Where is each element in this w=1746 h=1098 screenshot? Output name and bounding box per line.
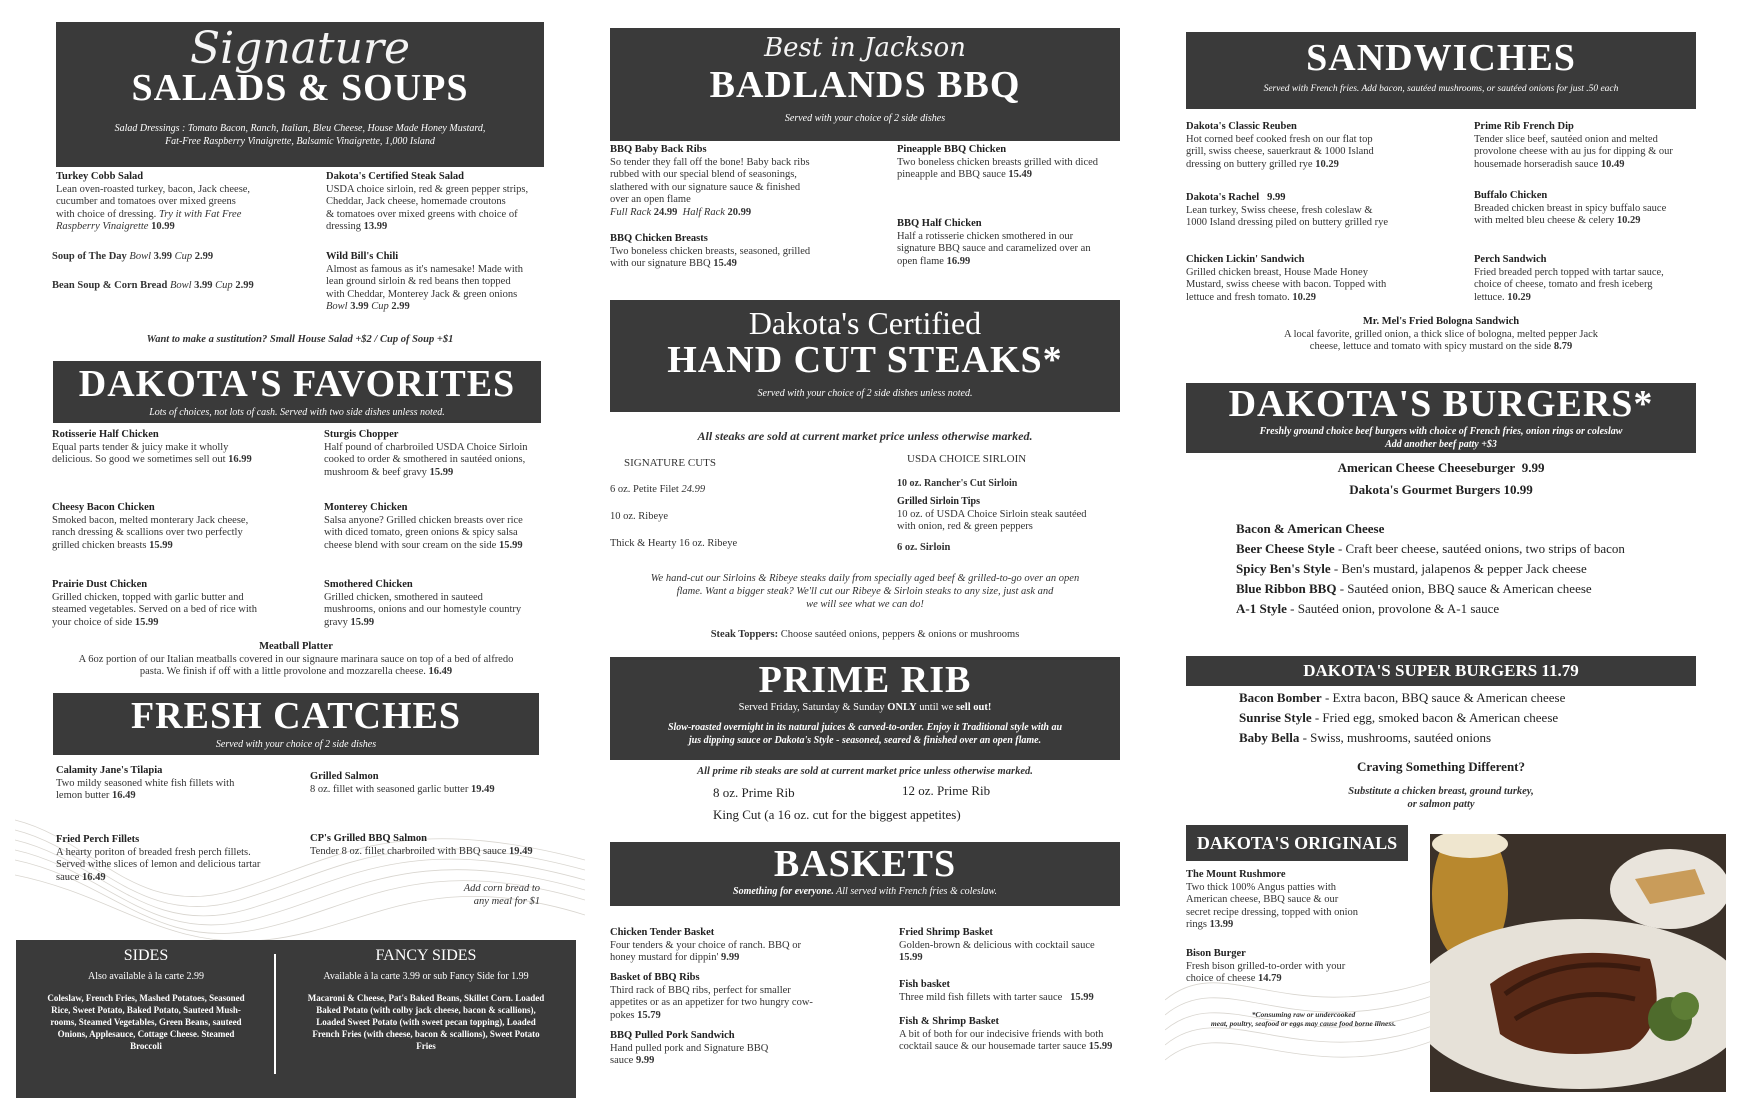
favorites-title: DAKOTA'S FAVORITES (78, 363, 516, 405)
substitution-note: Want to make a sustitution? Small House Salad +$2 / Cup of Soup +$1 (146, 334, 454, 345)
salad-dressings-text: Salad Dressings : Tomato Bacon, Ranch, Italian, Bleu Cheese, House Made Honey Mustard, (114, 123, 486, 134)
fish-basket: Fish basket Three mild fish fillets with tarter sauce 15.99 (899, 979, 1094, 1003)
bbq-pulled-pork-sandwich: BBQ Pulled Pork Sandwich Hand pulled pork and Signature BBQ sauce 9.99 (610, 1030, 769, 1067)
burger-option: Spicy Ben's Style - Ben's mustard, jalapenos & pepper Jack cheese (1236, 561, 1587, 576)
bbq-baby-back-ribs: BBQ Baby Back Ribs So tender they fall off the bone! Baby back ribs rubbed with our special blend of seasonings, slathered with our signature sauce & finished over an open flame Full Rack 24.99 Half Rack 20.99 (610, 144, 810, 218)
sides-panel (16, 940, 576, 1098)
baskets-subtitle: Something for everyone. All served with French fries & coleslaw. (733, 886, 997, 897)
burger-option: Beer Cheese Style - Craft beer cheese, sautéed onions, two strips of bacon (1236, 541, 1625, 556)
hand-cut-note: We hand-cut our Sirloins & Ribeye steaks daily from specially aged beef & grilled-to-go over an open flame. Want a bigger steak? We'll cut our Ribeye & Sirloin steaks to any size, just ask and we will see what we can do! (650, 573, 1080, 610)
ribs-food-photo (1430, 834, 1726, 1092)
corn-bread-note: Add corn bread to any meal for $1 (463, 883, 540, 907)
chicken-tender-basket: Chicken Tender Basket Four tenders & your choice of ranch. BBQ or honey mustard for dippin' 9.99 (610, 927, 801, 964)
wild-bills-chili: Wild Bill's Chili Almost as famous as it's namesake! Made with lean ground sirloin & red beans then topped with Cheddar, Monterey Jack & green onions Bowl 3.99 Cup 2.99 (326, 251, 523, 313)
cps-grilled-bbq-salmon: CP's Grilled BBQ Salmon Tender 8 oz. fillet charbroiled with BBQ sauce 19.49 (310, 833, 533, 857)
super-burger-option: Baby Bella - Swiss, mushrooms, sautéed onions (1239, 730, 1492, 745)
sandwiches-title: SANDWICHES (1306, 37, 1576, 79)
favorites-banner (53, 361, 541, 423)
soup-of-the-day: Soup of The Day Bowl 3.99 Cup 2.99 (52, 251, 214, 262)
signature-script-title: Signature (189, 23, 411, 74)
bbq-chicken-breasts: BBQ Chicken Breasts Two boneless chicken breasts, seasoned, grilled with our signature BBQ 15.49 (610, 233, 811, 270)
fancy-sides-subtitle: Available à la carte 3.99 or sub Fancy Side for 1.99 (323, 971, 529, 982)
burgers-subtitle: Freshly ground choice beef burgers with choice of French fries, onion rings or coleslaw (1259, 426, 1623, 437)
fresh-catches-banner (53, 693, 539, 755)
ribeye-10oz: 10 oz. Ribeye (610, 511, 669, 522)
favorites-subtitle: Lots of choices, not lots of cash. Served with two side dishes unless noted. (149, 407, 445, 418)
perch-sandwich: Perch Sandwich Fried breaded perch topped with tartar sauce, choice of cheese, tomato and fresh iceberg lettuce. 10.29 (1474, 254, 1664, 303)
king-cut: King Cut (a 16 oz. cut for the biggest appetites) (713, 807, 961, 822)
rotisserie-half-chicken: Rotisserie Half Chicken Equal parts tender & juicy make it wholly delicious. So good we sometimes sell out 16.99 (52, 429, 252, 466)
fancy-sides-column: FANCY SIDES Available à la carte 3.99 or sub Fancy Side for 1.99 Macaroni & Cheese, Pat's Baked Beans, Skillet Corn. Loaded Baked Potato (with colby jack cheese, bacon & scallions), Loaded Sweet Potato (with sweet pecan topping), Loaded French Fries (with cheese, bacon & scallions), Sweet Potato Fries (286, 946, 566, 1052)
fried-shrimp-basket: Fried Shrimp Basket Golden-brown & delicious with cocktail sauce 15.99 (899, 927, 1095, 964)
thick-hearty-ribeye: Thick & Hearty 16 oz. Ribeye (610, 538, 738, 549)
petite-filet: 6 oz. Petite Filet 24.99 (610, 484, 706, 495)
sides-divider (274, 954, 276, 1074)
badlands-bbq-title: BADLANDS BBQ (709, 64, 1021, 106)
prime-rib-availability: Served Friday, Saturday & Sunday ONLY until we sell out! (738, 702, 992, 713)
signature-cuts-heading: SIGNATURE CUTS (624, 457, 716, 469)
chicken-lickin-sandwich: Chicken Lickin' Sandwich Grilled chicken breast, House Made Honey Mustard, swiss cheese with bacon. Topped with lettuce and fresh tomato. 10.29 (1186, 254, 1387, 303)
pineapple-bbq-chicken: Pineapple BBQ Chicken Two boneless chicken breasts grilled with diced pineapple and BBQ sauce 15.49 (897, 144, 1099, 181)
substitute-note: Substitute a chicken breast, ground turkey, or salmon patty (1348, 786, 1534, 810)
prime-rib-8oz: 8 oz. Prime Rib (713, 785, 795, 800)
badlands-bbq-subtitle: Served with your choice of 2 side dishes (784, 113, 946, 124)
bbq-half-chicken: BBQ Half Chicken Half a rotisserie chicken smothered in our signature BBQ sauce and caramelized over an open flame 16.99 (897, 218, 1091, 267)
fresh-catches-title: FRESH CATCHES (130, 695, 462, 737)
prairie-dust-chicken: Prairie Dust Chicken Grilled chicken, topped with garlic butter and steamed vegetables. Served on a bed of rice with your choice of side 15.99 (52, 579, 257, 628)
ranchers-cut-sirloin: 10 oz. Rancher's Cut Sirloin (897, 478, 1018, 489)
signature-salads-banner (56, 22, 544, 167)
craving-heading: Craving Something Different? (1356, 759, 1526, 774)
usda-choice-sirloin-heading: USDA CHOICE SIRLOIN (907, 453, 1027, 465)
best-in-jackson-script: Best in Jackson (764, 33, 966, 63)
hand-cut-steaks-banner (610, 300, 1120, 412)
fresh-catches-subtitle: Served with your choice of 2 side dishes (215, 739, 377, 750)
smothered-chicken: Smothered Chicken Grilled chicken, smothered in sauteed mushrooms, onions and our homestyle country gravy 15.99 (324, 579, 522, 628)
steaks-title-2: HAND CUT STEAKS* (667, 339, 1063, 381)
sides-column: SIDES Also available à la carte 2.99 Coleslaw, French Fries, Mashed Potatoes, Seasoned Rice, Sweet Potato, Baked Potato, Sauteed Mush- rooms, Steamed Vegetables, Green Beans, sauteed Onions, Applesauce, Cottage Cheese. Steamed Broccoli (26, 946, 266, 1052)
burger-option: A-1 Style - Sautéed onion, provolone & A-1 sauce (1236, 601, 1500, 616)
prime-rib-french-dip: Prime Rib French Dip Tender slice beef, sautéed onion and melted provolone cheese with au jus for dipping & our housemade horseradish sauce 10.49 (1474, 121, 1673, 170)
fried-bologna-sandwich: Mr. Mel's Fried Bologna Sandwich A local favorite, grilled onion, a thick slice of bologna, melted pepper Jack cheese, lettuce and tomato with spicy mustard on the side 8.79 (1283, 316, 1599, 353)
steak-toppers: Steak Toppers: Choose sautéed onions, peppers & onions or mushrooms (710, 629, 1020, 640)
originals-banner: DAKOTA'S ORIGINALS (1186, 825, 1408, 861)
burgers-banner (1186, 383, 1696, 453)
dakotas-rachel: Dakota's Rachel 9.99 Lean turkey, Swiss cheese, fresh coleslaw & 1000 Island dressing piled on buttery grilled rye (1186, 192, 1389, 229)
sides-subtitle: Also available à la carte 2.99 (87, 971, 205, 982)
sandwiches-subtitle: Served with French fries. Add bacon, sautéed mushrooms, or sautéed onions for just .50 each (1263, 84, 1619, 94)
mount-rushmore-burger: The Mount Rushmore Two thick 100% Angus patties with American cheese, BBQ sauce & our secret recipe dressing, topped with onion rings 13.99 (1186, 869, 1359, 931)
super-burger-option: Bacon Bomber - Extra bacon, BBQ sauce & American cheese (1239, 690, 1566, 705)
buffalo-chicken: Buffalo Chicken Breaded chicken breast in spicy buffalo sauce with melted bleu cheese & celery 10.29 (1474, 190, 1667, 227)
prime-rib-banner: PRIME RIB Served Friday, Saturday & Sunday ONLY until we sell out! Slow-roasted overnight in its natural juices & carved-to-order. Enjoy it Traditional style with au jus dipping sauce or Dakota's Style - seasoned, seared & finished over an open flame. (610, 657, 1120, 760)
salads-soups-title: SALADS & SOUPS (131, 67, 469, 109)
steaks-title-1: Dakota's Certified (748, 305, 982, 341)
prime-rib-title: PRIME RIB (758, 659, 972, 701)
baskets-banner (610, 842, 1120, 906)
super-burgers-banner: DAKOTA'S SUPER BURGERS 11.79 (1186, 656, 1696, 686)
grilled-sirloin-tips: Grilled Sirloin Tips 10 oz. of USDA Choice Sirloin steak sautéed with onion, red & green peppers (897, 496, 1087, 533)
american-cheeseburger: American Cheese Cheeseburger 9.99 (1337, 460, 1545, 475)
sandwiches-banner (1186, 32, 1696, 109)
classic-reuben: Dakota's Classic Reuben Hot corned beef cooked fresh on our flat top grill, swiss cheese, sauerkraut & 1000 Island dressing on buttery grilled rye 10.29 (1186, 121, 1374, 170)
burger-list (1236, 519, 1706, 619)
turkey-cobb-salad: Turkey Cobb Salad Lean oven-roasted turkey, bacon, Jack cheese, cucumber and tomatoes over mixed greens with choice of dressing. Try it with Fat Free Raspberry Vinaigrette 10.99 (56, 171, 251, 233)
grilled-salmon: Grilled Salmon 8 oz. fillet with seasoned garlic butter 19.49 (310, 771, 495, 795)
ribs-plate-illustration (1430, 834, 1726, 1092)
bean-soup-corn-bread: Bean Soup & Corn Bread Bowl 3.99 Cup 2.99 (52, 280, 254, 291)
sturgis-chopper: Sturgis Chopper Half pound of charbroiled USDA Choice Sirloin cooked to order & smothered in sautéed onions, mushroom & beef gravy 15.99 (324, 429, 528, 478)
cheesy-bacon-chicken: Cheesy Bacon Chicken Smoked bacon, melted monterary Jack cheese, ranch dressing & scallions over two perfectly grilled chicken breasts 15.99 (52, 502, 249, 551)
fish-shrimp-basket: Fish & Shrimp Basket A bit of both for our indecisive friends with both cocktail sauce & our housemade tarter sauce 15.99 (899, 1016, 1113, 1053)
basket-of-bbq-ribs: Basket of BBQ Ribs Third rack of BBQ ribs, perfect for smaller appetites or as an appetizer for two hungry cow- pokes 15.79 (610, 972, 813, 1021)
burgers-subtitle-2: Add another beef patty +$3 (1385, 439, 1497, 450)
bison-burger: Bison Burger Fresh bison grilled-to-order with your choice of cheese 14.79 (1186, 948, 1346, 985)
prime-rib-12oz: 12 oz. Prime Rib (902, 783, 991, 798)
price: 10.99 (151, 221, 175, 233)
sirloin-6oz: 6 oz. Sirloin (897, 542, 951, 553)
gourmet-burgers: Dakota's Gourmet Burgers 10.99 (1349, 482, 1533, 497)
salad-dressings-text-2: Fat-Free Raspberry Vinaigrette, Balsamic Vinaigrette, 1,000 Island (165, 136, 435, 147)
calamity-janes-tilapia: Calamity Jane's Tilapia Two mildy seasoned white fish fillets with lemon butter 16.49 (56, 765, 235, 802)
burger-option: Blue Ribbon BBQ - Sautéed onion, BBQ sauce & American cheese (1236, 581, 1592, 596)
sides-title: SIDES (123, 947, 169, 964)
super-burger-list (1239, 688, 1699, 748)
prime-rib-market-note: All prime rib steaks are sold at current market price unless otherwise marked. (697, 766, 1033, 777)
super-burger-option: Sunrise Style - Fried egg, smoked bacon & American cheese (1239, 710, 1559, 725)
steaks-market-note: All steaks are sold at current market price unless otherwise marked. (697, 429, 1033, 443)
baskets-title: BASKETS (773, 843, 957, 885)
certified-steak-salad: Dakota's Certified Steak Salad USDA choice sirloin, red & green pepper strips, Cheddar, Jack cheese, homemade croutons & tomatoes over mixed greens with choice of dressing 13.99 (326, 171, 529, 233)
fried-perch-fillets: Fried Perch Fillets A hearty poriton of breaded fresh perch fillets. Served withe slices of lemon and delicious tartar sauce 16.49 (56, 834, 261, 883)
fancy-sides-title: FANCY SIDES (375, 947, 477, 964)
steaks-subtitle: Served with your choice of 2 side dishes unless noted. (757, 388, 973, 399)
meatball-platter: Meatball Platter A 6oz portion of our Italian meatballs covered in our signaure marinara sauce on top of a bed of alfredo pasta. We finish if off with a little provolone and mozzarella cheese. 16.49 (78, 641, 514, 678)
burgers-title: DAKOTA'S BURGERS* (1228, 383, 1654, 425)
burger-option: Bacon & American Cheese (1236, 521, 1385, 536)
raw-food-warning: *Consuming raw or undercooked meat, poultry, seafood or eggs may cause food borne illness. (1210, 1010, 1397, 1028)
badlands-bbq-banner (610, 28, 1120, 141)
monterey-chicken: Monterey Chicken Salsa anyone? Grilled chicken breasts over rice with diced tomato, green onions & spicy salsa cheese blend with sour cream on the side 15.99 (324, 502, 523, 551)
